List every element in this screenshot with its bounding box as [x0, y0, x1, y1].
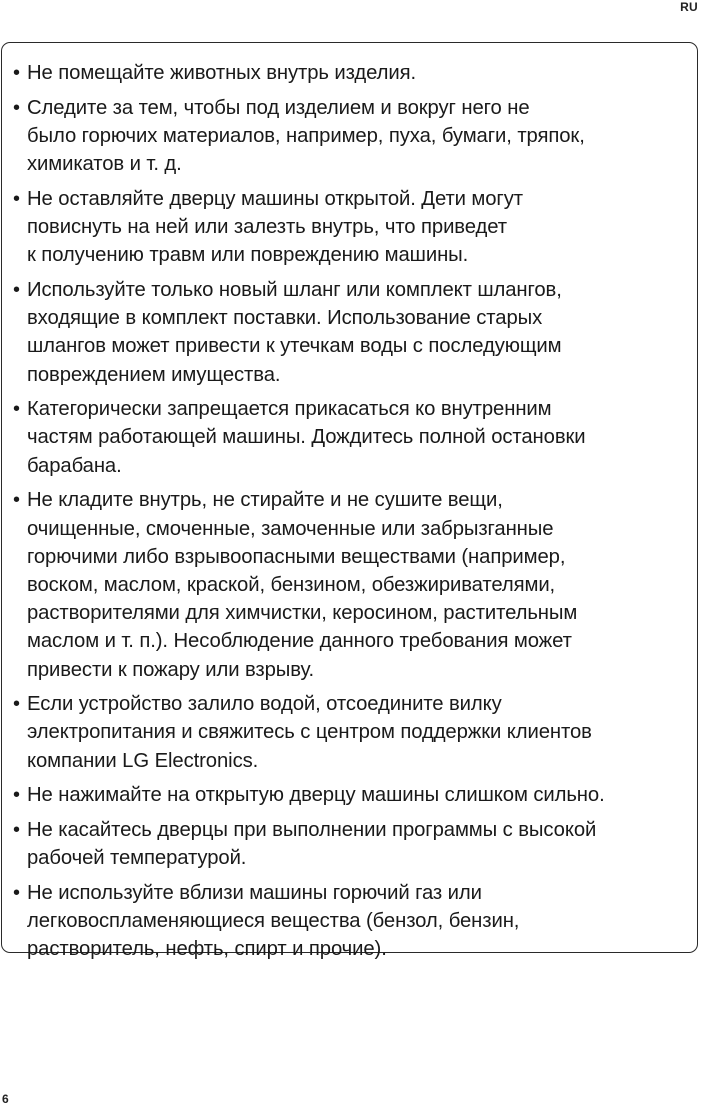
warning-text-line: Не касайтесь дверцы при выполнении программы с высокой [27, 819, 597, 842]
warning-text-line: растворитель, нефть, спирт и прочие). [27, 938, 387, 961]
warning-item [12, 94, 687, 179]
warning-item [12, 879, 687, 964]
warning-list [12, 59, 687, 964]
warning-text-line: Если устройство залило водой, отсоедините вилку [27, 693, 502, 716]
warning-item [12, 486, 687, 683]
warning-text-line: воском, маслом, краской, бензином, обезжиривателями, [27, 573, 556, 596]
bullet-icon: • [13, 489, 20, 512]
bullet-icon: • [13, 819, 20, 842]
warning-text-line: Не оставляйте дверцу машины открытой. Дети могут [27, 187, 523, 210]
warning-text-line: легковоспламеняющиеся вещества (бензол, бензин, [27, 910, 520, 933]
warning-text-line: электропитания и свяжитесь с центром поддержки клиентов [27, 721, 592, 744]
bullet-icon: • [13, 187, 20, 210]
warning-text-line: химикатов и т. д. [27, 153, 182, 176]
warning-item [12, 690, 687, 775]
warning-text-line: Категорически запрещается прикасаться ко внутренним [27, 398, 552, 421]
warning-text-line: очищенные, смоченные, замоченные или забрызганные [27, 517, 554, 540]
warning-item [12, 59, 687, 87]
warning-text-line: шлангов может привести к утечкам воды с последующим [27, 335, 562, 358]
warning-text-line: компании LG Electronics. [27, 749, 259, 772]
warning-text-line: Не кладите внутрь, не стирайте и не сушите вещи, [27, 489, 503, 512]
warning-text-line: частям работающей машины. Дождитесь полной остановки [27, 426, 586, 449]
warning-text-line: привести к пожару или взрыву. [27, 658, 315, 681]
warning-text-line: маслом и т. п.). Несоблюдение данного требования может [27, 630, 572, 653]
safety-warnings-box [1, 42, 698, 961]
bullet-icon: • [13, 881, 20, 904]
warning-item [12, 395, 687, 480]
warning-text-line: Следите за тем, чтобы под изделием и вокруг него не [27, 96, 530, 119]
warning-text-line: растворителями для химчистки, керосином, растительным [27, 602, 578, 625]
bullet-icon: • [13, 784, 20, 807]
warning-item [12, 185, 687, 270]
bullet-icon: • [13, 96, 20, 119]
warning-text-line: барабана. [27, 454, 122, 477]
page-number: 6 [2, 1092, 9, 1106]
warning-text-line: Не нажимайте на открытую дверцу машины слишком сильно. [27, 784, 605, 807]
warning-text-line: входящие в комплект поставки. Использование старых [27, 307, 543, 330]
language-code: RU [680, 0, 698, 14]
warning-text-line: Не используйте вблизи машины горючий газ или [27, 881, 482, 904]
warning-text-line: Используйте только новый шланг или комплект шлангов, [27, 278, 562, 301]
bullet-icon: • [13, 278, 20, 301]
warning-text-line: было горючих материалов, например, пуха, бумаги, тряпок, [27, 124, 585, 147]
warning-text-line: Не помещайте животных внутрь изделия. [27, 62, 417, 84]
warning-text-line: рабочей температурой. [27, 847, 247, 870]
bullet-icon: • [13, 693, 20, 716]
warning-item [12, 781, 687, 809]
bullet-icon: • [13, 398, 20, 421]
warning-text-line: к получению травм или повреждению машины. [27, 244, 469, 267]
warning-item [12, 816, 687, 872]
warning-item [12, 276, 687, 389]
warning-text-line: горючими либо взрывоопасными веществами (например, [27, 545, 566, 568]
warning-text-line: повреждением имущества. [27, 363, 281, 386]
bullet-icon: • [13, 62, 20, 84]
warning-text-line: повиснуть на ней или залезть внутрь, что приведет [27, 216, 507, 239]
